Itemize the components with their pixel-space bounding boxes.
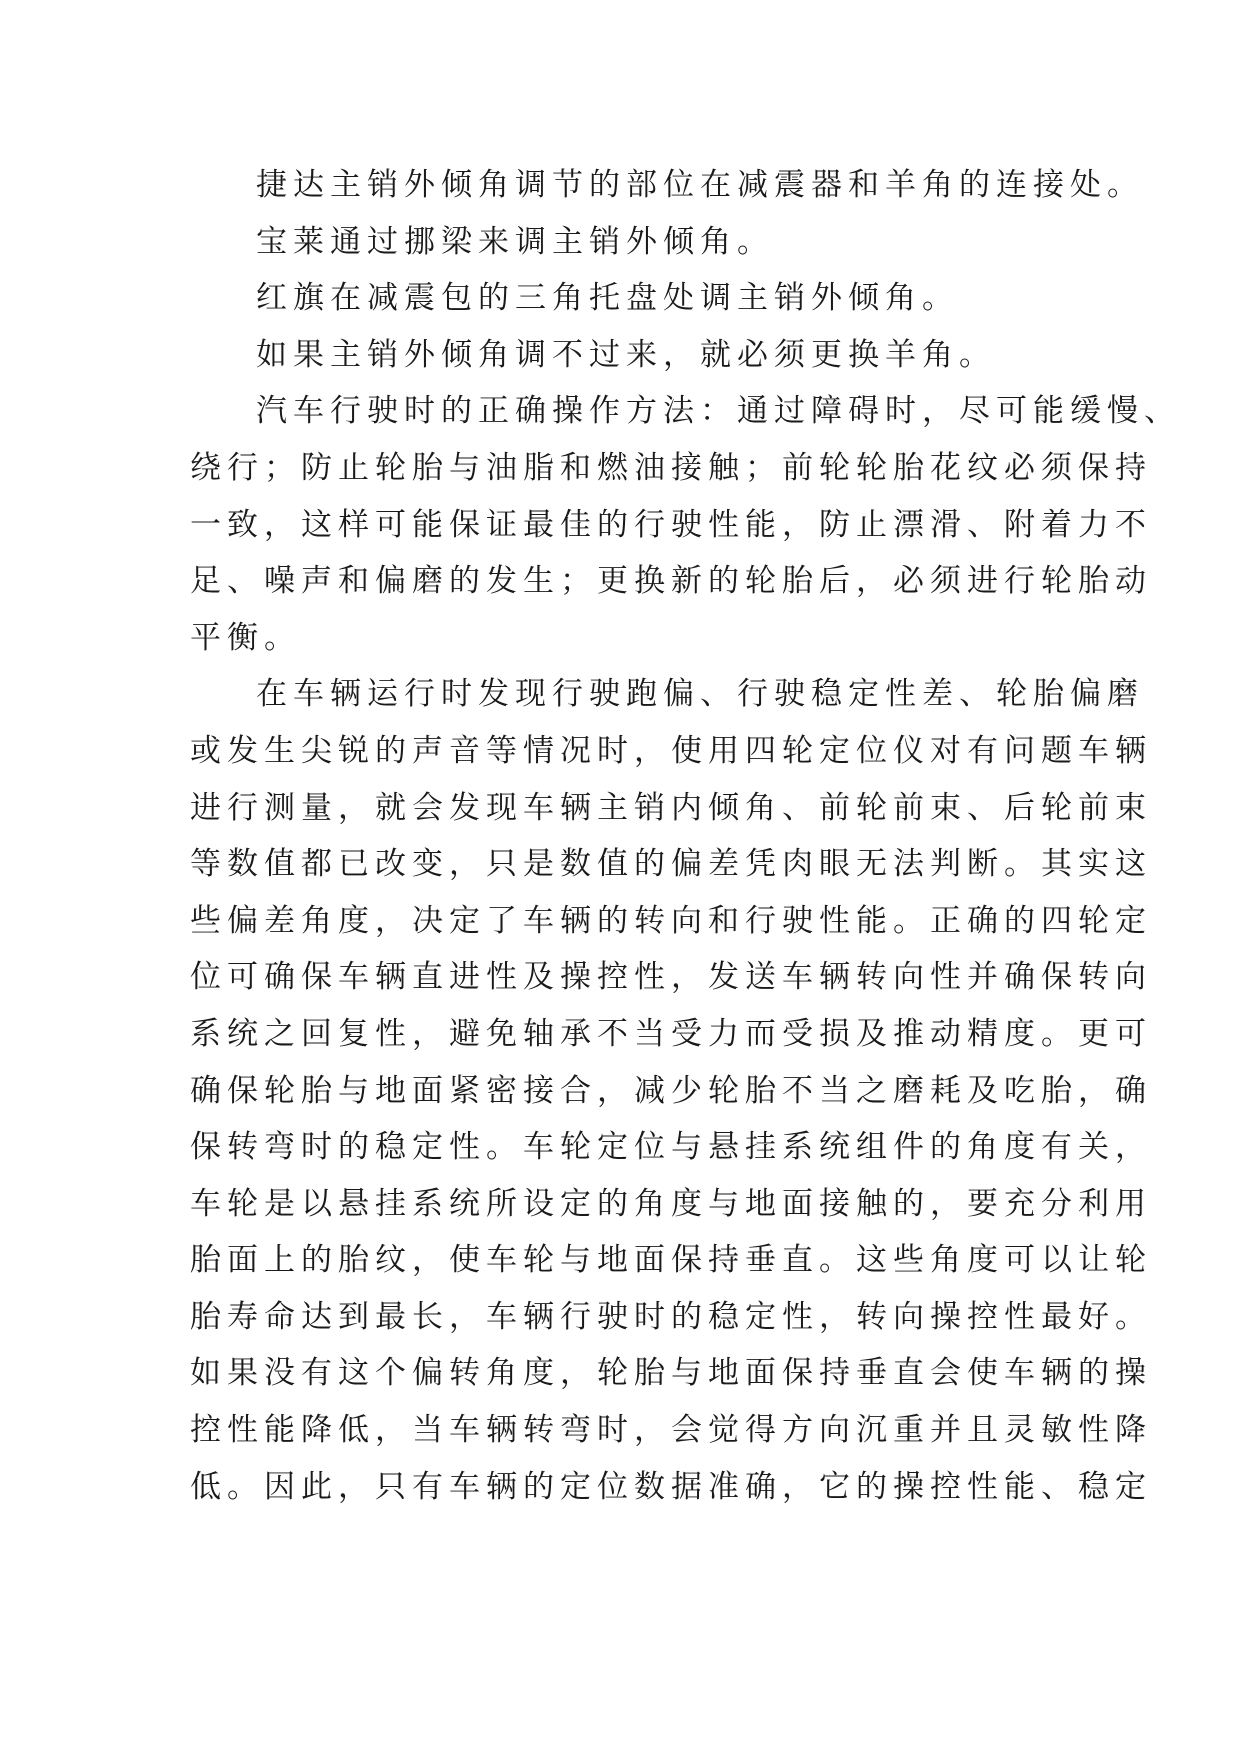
paragraph-line: 捷达主销外倾角调节的部位在减震器和羊角的连接处。 bbox=[256, 167, 1144, 203]
paragraph-line: 车轮是以悬挂系统所设定的角度与地面接触的，要充分利用 bbox=[190, 1185, 1152, 1222]
paragraph-line: 进行测量，就会发现车辆主销内倾角、前轮前束、后轮前束 bbox=[190, 789, 1152, 826]
paragraph-line: 宝莱通过挪梁来调主销外倾角。 bbox=[256, 223, 774, 260]
paragraph-line: 红旗在减震包的三角托盘处调主销外倾角。 bbox=[256, 280, 959, 317]
paragraph-line: 低。因此，只有车辆的定位数据准确，它的操控性能、稳定 bbox=[190, 1468, 1152, 1505]
body-text bbox=[190, 157, 1181, 1515]
paragraph-line: 绕行；防止轮胎与油脂和燃油接触；前轮轮胎花纹必须保持 bbox=[190, 449, 1152, 486]
paragraph-line: 胎面上的胎纹，使车轮与地面保持垂直。这些角度可以让轮 bbox=[190, 1242, 1152, 1279]
paragraph-line: 等数值都已改变，只是数值的偏差凭肉眼无法判断。其实这 bbox=[190, 846, 1152, 883]
paragraph-line: 汽车行驶时的正确操作方法：通过障碍时，尽可能缓慢、 bbox=[256, 393, 1181, 430]
paragraph-line: 如果主销外倾角调不过来，就必须更换羊角。 bbox=[256, 336, 996, 373]
paragraph-line: 在车辆运行时发现行驶跑偏、行驶稳定性差、轮胎偏磨 bbox=[256, 676, 1144, 713]
paragraph-line: 控性能降低，当车辆转弯时，会觉得方向沉重并且灵敏性降 bbox=[190, 1412, 1152, 1449]
paragraph-line: 胎寿命达到最长，车辆行驶时的稳定性，转向操控性最好。 bbox=[190, 1298, 1152, 1335]
paragraph-line: 足、噪声和偏磨的发生；更换新的轮胎后，必须进行轮胎动 bbox=[190, 563, 1152, 600]
paragraph-line: 或发生尖锐的声音等情况时，使用四轮定位仪对有问题车辆 bbox=[190, 732, 1152, 769]
paragraph-line: 保转弯时的稳定性。车轮定位与悬挂系统组件的角度有关， bbox=[190, 1129, 1152, 1166]
paragraph-line: 位可确保车辆直进性及操控性，发送车辆转向性并确保转向 bbox=[190, 959, 1152, 996]
paragraph-line: 如果没有这个偏转角度，轮胎与地面保持垂直会使车辆的操 bbox=[190, 1355, 1152, 1392]
paragraph-line: 些偏差角度，决定了车辆的转向和行驶性能。正确的四轮定 bbox=[190, 902, 1152, 939]
paragraph-line: 平衡。 bbox=[190, 619, 301, 656]
paragraph-line: 一致，这样可能保证最佳的行驶性能，防止漂滑、附着力不 bbox=[190, 506, 1152, 543]
paragraph-line: 确保轮胎与地面紧密接合，减少轮胎不当之磨耗及吃胎，确 bbox=[190, 1072, 1152, 1109]
paragraph-line: 系统之回复性，避免轴承不当受力而受损及推动精度。更可 bbox=[190, 1015, 1152, 1052]
